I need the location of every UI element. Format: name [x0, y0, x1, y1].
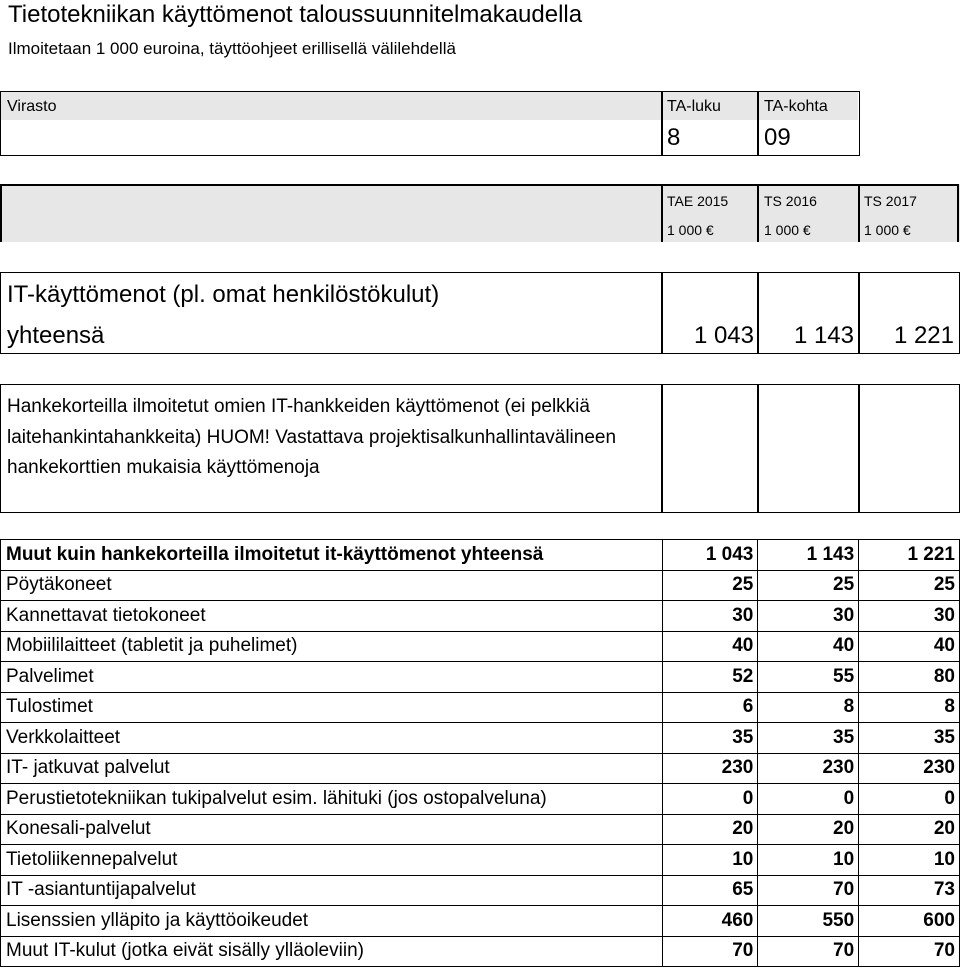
row-label: Konesali-palvelut — [1, 814, 663, 845]
row-value-2[interactable]: 70 — [758, 875, 859, 906]
row-value-3[interactable]: 30 — [859, 601, 960, 632]
total-label-line1: IT-käyttömenot (pl. omat henkilöstökulut) — [7, 281, 440, 308]
row-value-1[interactable]: 70 — [662, 936, 758, 967]
info-header-band — [1, 92, 858, 120]
info-divider-1 — [661, 91, 663, 156]
row-label: Perustietotekniikan tukipalvelut esim. lähituki (jos ostopalveluna) — [1, 784, 663, 815]
row-value-3[interactable]: 230 — [859, 753, 960, 784]
total-value-3: 1 221 — [893, 322, 954, 349]
row-label: IT- jatkuvat palvelut — [1, 753, 663, 784]
row-value-3[interactable]: 40 — [859, 631, 960, 662]
page-title: Tietotekniikan käyttömenot taloussuunnitelmakaudella — [8, 1, 583, 28]
row-value-2[interactable]: 0 — [758, 784, 859, 815]
row-value-1[interactable]: 1 043 — [662, 540, 758, 571]
total-divider-3 — [858, 272, 860, 354]
row-value-3[interactable]: 20 — [859, 814, 960, 845]
row-value-3[interactable]: 80 — [859, 662, 960, 693]
row-value-2[interactable]: 8 — [758, 692, 859, 723]
info-block — [0, 91, 860, 156]
years-divider-2 — [757, 184, 759, 242]
total-divider-1 — [661, 272, 663, 354]
row-value-2[interactable]: 40 — [758, 631, 859, 662]
row-value-3[interactable]: 73 — [859, 875, 960, 906]
row-value-2[interactable]: 10 — [758, 845, 859, 876]
row-value-1[interactable]: 52 — [662, 662, 758, 693]
row-value-1[interactable]: 35 — [662, 723, 758, 754]
row-value-3[interactable]: 8 — [859, 692, 960, 723]
year-label-1: TAE 2015 — [667, 193, 729, 209]
row-value-3[interactable]: 70 — [859, 936, 960, 967]
row-value-1[interactable]: 65 — [662, 875, 758, 906]
cost-table — [0, 539, 960, 967]
ta-luku-value[interactable]: 8 — [667, 124, 681, 151]
table-row — [1, 570, 960, 601]
row-value-1[interactable]: 25 — [662, 570, 758, 601]
row-value-1[interactable]: 40 — [662, 631, 758, 662]
years-header-left-border — [0, 184, 2, 242]
row-label: Palvelimet — [1, 662, 663, 693]
row-value-1[interactable]: 230 — [662, 753, 758, 784]
year-unit-3: 1 000 € — [864, 222, 911, 238]
row-value-2[interactable]: 25 — [758, 570, 859, 601]
row-value-3[interactable]: 10 — [859, 845, 960, 876]
years-header-top-border — [0, 184, 958, 186]
table-row — [1, 601, 960, 632]
table-row — [1, 753, 960, 784]
years-divider-3 — [858, 184, 860, 242]
row-value-1[interactable]: 460 — [662, 906, 758, 937]
table-row-sum — [1, 540, 960, 571]
row-value-2[interactable]: 35 — [758, 723, 859, 754]
row-label: IT -asiantuntijapalvelut — [1, 875, 663, 906]
row-value-2[interactable]: 550 — [758, 906, 859, 937]
row-value-1[interactable]: 10 — [662, 845, 758, 876]
row-value-2[interactable]: 55 — [758, 662, 859, 693]
table-row — [1, 936, 960, 967]
table-row — [1, 784, 960, 815]
row-value-2[interactable]: 20 — [758, 814, 859, 845]
row-label: Verkkolaitteet — [1, 723, 663, 754]
row-label: Lisenssien ylläpito ja käyttöoikeudet — [1, 906, 663, 937]
row-label: Muut kuin hankekorteilla ilmoitetut it-käyttömenot yhteensä — [1, 540, 663, 571]
ta-kohta-label: TA-kohta — [764, 98, 828, 115]
row-label: Muut IT-kulut (jotka eivät sisälly ylläoleviin) — [1, 936, 663, 967]
year-label-2: TS 2016 — [764, 193, 817, 209]
total-label-line2: yhteensä — [7, 322, 105, 349]
row-value-1[interactable]: 20 — [662, 814, 758, 845]
table-row — [1, 906, 960, 937]
table-row — [1, 662, 960, 693]
total-value-1: 1 043 — [693, 322, 754, 349]
table-row — [1, 631, 960, 662]
table-row — [1, 814, 960, 845]
page-subtitle: Ilmoitetaan 1 000 euroina, täyttöohjeet erillisellä välilehdellä — [8, 39, 456, 58]
projects-input-2[interactable] — [759, 386, 858, 511]
row-label: Pöytäkoneet — [1, 570, 663, 601]
row-value-3[interactable]: 0 — [859, 784, 960, 815]
row-value-3[interactable]: 35 — [859, 723, 960, 754]
row-value-1[interactable]: 6 — [662, 692, 758, 723]
row-label: Mobiililaitteet (tabletit ja puhelimet) — [1, 631, 663, 662]
table-row — [1, 723, 960, 754]
row-label: Tietoliikennepalvelut — [1, 845, 663, 876]
row-label: Kannettavat tietokoneet — [1, 601, 663, 632]
table-row — [1, 692, 960, 723]
year-unit-1: 1 000 € — [667, 222, 714, 238]
total-value-2: 1 143 — [793, 322, 854, 349]
total-divider-2 — [757, 272, 759, 354]
ta-kohta-value[interactable]: 09 — [764, 124, 791, 151]
row-value-1[interactable]: 30 — [662, 601, 758, 632]
row-value-2[interactable]: 70 — [758, 936, 859, 967]
ta-luku-label: TA-luku — [667, 98, 721, 115]
year-label-3: TS 2017 — [864, 193, 917, 209]
row-value-3[interactable]: 1 221 — [859, 540, 960, 571]
row-value-2[interactable]: 230 — [758, 753, 859, 784]
table-row — [1, 875, 960, 906]
row-value-3[interactable]: 600 — [859, 906, 960, 937]
years-divider-1 — [661, 184, 663, 242]
projects-input-1[interactable] — [663, 386, 757, 511]
info-divider-2 — [757, 91, 759, 156]
year-unit-2: 1 000 € — [764, 222, 811, 238]
table-row — [1, 845, 960, 876]
row-value-2[interactable]: 30 — [758, 601, 859, 632]
row-value-2[interactable]: 1 143 — [758, 540, 859, 571]
years-header-right-border — [957, 184, 959, 242]
projects-input-3[interactable] — [860, 386, 957, 511]
row-value-1[interactable]: 0 — [662, 784, 758, 815]
virasto-label: Virasto — [7, 98, 57, 115]
projects-label: Hankekorteilla ilmoitetut omien IT-hankkeiden käyttömenot (ei pelkkiä laitehankintahankkeita) HUOM! Vastattava projektisalkunhallintavälineen hankekorttien mukaisia käyttömenoja — [7, 396, 617, 478]
row-label: Tulostimet — [1, 692, 663, 723]
row-value-3[interactable]: 25 — [859, 570, 960, 601]
